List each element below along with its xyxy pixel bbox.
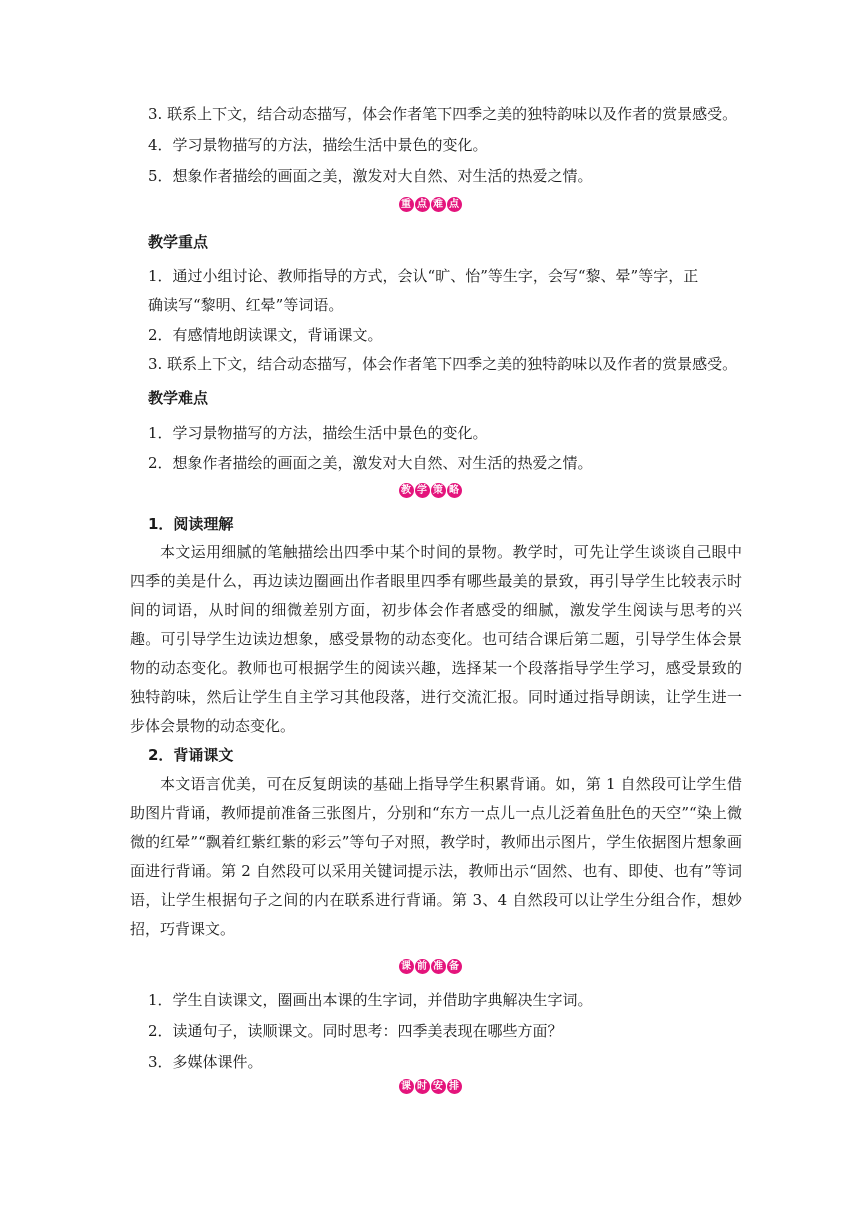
badge-prep <box>0 959 860 974</box>
prep-item-1: 1．学生自读课文，圈画出本课的生字词，并借助字典解决生字词。 <box>148 991 593 1009</box>
badge-char: 难 <box>431 197 446 212</box>
badge-char: 点 <box>447 197 462 212</box>
objective-5: 5．想象作者描绘的画面之美，激发对大自然、对生活的热爱之情。 <box>148 167 593 185</box>
badge-char: 教 <box>399 483 414 498</box>
badge-char: 准 <box>431 959 446 974</box>
prep-item-3: 3．多媒体课件。 <box>148 1053 263 1071</box>
focus-item-3: 3. 联系上下文，结合动态描写，体会作者笔下四季之美的独特韵味以及作者的赏景感受。 <box>148 355 738 373</box>
focus-item-1-line-2: 确读写“黎明、红晕”等词语。 <box>148 296 344 314</box>
recite-heading: 2．背诵课文 <box>148 746 234 764</box>
reading-body: 本文运用细腻的笔触描绘出四季中某个时间的景物。教学时，可先让学生谈谈自己眼中四季的美是什么，再边读边圈画出作者眼里四季有哪些最美的景致，再引导学生比较表示时间的词语，从时间的细微差别方面，初步体会作者感受的细腻，激发学生阅读与思考的兴趣。可引导学生边读边想象，感受景物的动态变化。也可结合课后第二题，引导学生体会景物的动态变化。教师也可根据学生的阅读兴趣，选择某一个段落指导学生学习，感受景致的独特韵味，然后让学生自主学习其他段落，进行交流汇报。同时通过指导朗读，让学生进一步体会景物的动态变化。 <box>130 543 742 735</box>
badge-char: 点 <box>415 197 430 212</box>
objective-3: 3. 联系上下文，结合动态描写，体会作者笔下四季之美的独特韵味以及作者的赏景感受。 <box>148 105 738 123</box>
difficulty-item-2: 2．想象作者描绘的画面之美，激发对大自然、对生活的热爱之情。 <box>148 454 593 472</box>
difficulty-item-1: 1．学习景物描写的方法，描绘生活中景色的变化。 <box>148 424 488 442</box>
badge-strategy <box>0 483 860 498</box>
badge-char: 时 <box>415 1079 430 1094</box>
recite-body: 本文语言优美，可在反复朗读的基础上指导学生积累背诵。如，第 1 自然段可让学生借助图片背诵，教师提前准备三张图片，分别和“东方一点儿一点儿泛着鱼肚色的天空”“染上微微的红晕”“飘着红紫红紫的彩云”等句子对照，教学时，教师出示图片，学生依据图片想象画面进行背诵。第 2 自然段可以采用关键词提示法，教师出示“固然、也有、即使、也有”等词语，让学生根据句子之间的内在联系进行背诵。第 3、4 自然段可以让学生分组合作，想妙招，巧背课文。 <box>130 775 742 938</box>
badge-char: 略 <box>447 483 462 498</box>
focus-item-1-line-1: 1．通过小组讨论、教师指导的方式，会认“旷、怡”等生字，会写“黎、晕”等字，正 <box>148 267 699 285</box>
badge-char: 重 <box>399 197 414 212</box>
badge-char: 安 <box>431 1079 446 1094</box>
focus-heading: 教学重点 <box>148 233 209 251</box>
badge-key-points <box>0 197 860 212</box>
badge-char: 备 <box>447 959 462 974</box>
badge-char: 课 <box>399 1079 414 1094</box>
prep-item-2: 2．读通句子，读顺课文。同时思考：四季美表现在哪些方面？ <box>148 1022 563 1040</box>
badge-char: 排 <box>447 1079 462 1094</box>
badge-char: 课 <box>399 959 414 974</box>
badge-char: 策 <box>431 483 446 498</box>
difficulty-heading: 教学难点 <box>148 389 209 407</box>
reading-heading: 1．阅读理解 <box>148 515 234 533</box>
focus-item-2: 2．有感情地朗读课文，背诵课文。 <box>148 326 383 344</box>
badge-char: 前 <box>415 959 430 974</box>
badge-char: 学 <box>415 483 430 498</box>
badge-schedule <box>0 1079 860 1094</box>
objective-4: 4．学习景物描写的方法，描绘生活中景色的变化。 <box>148 136 488 154</box>
